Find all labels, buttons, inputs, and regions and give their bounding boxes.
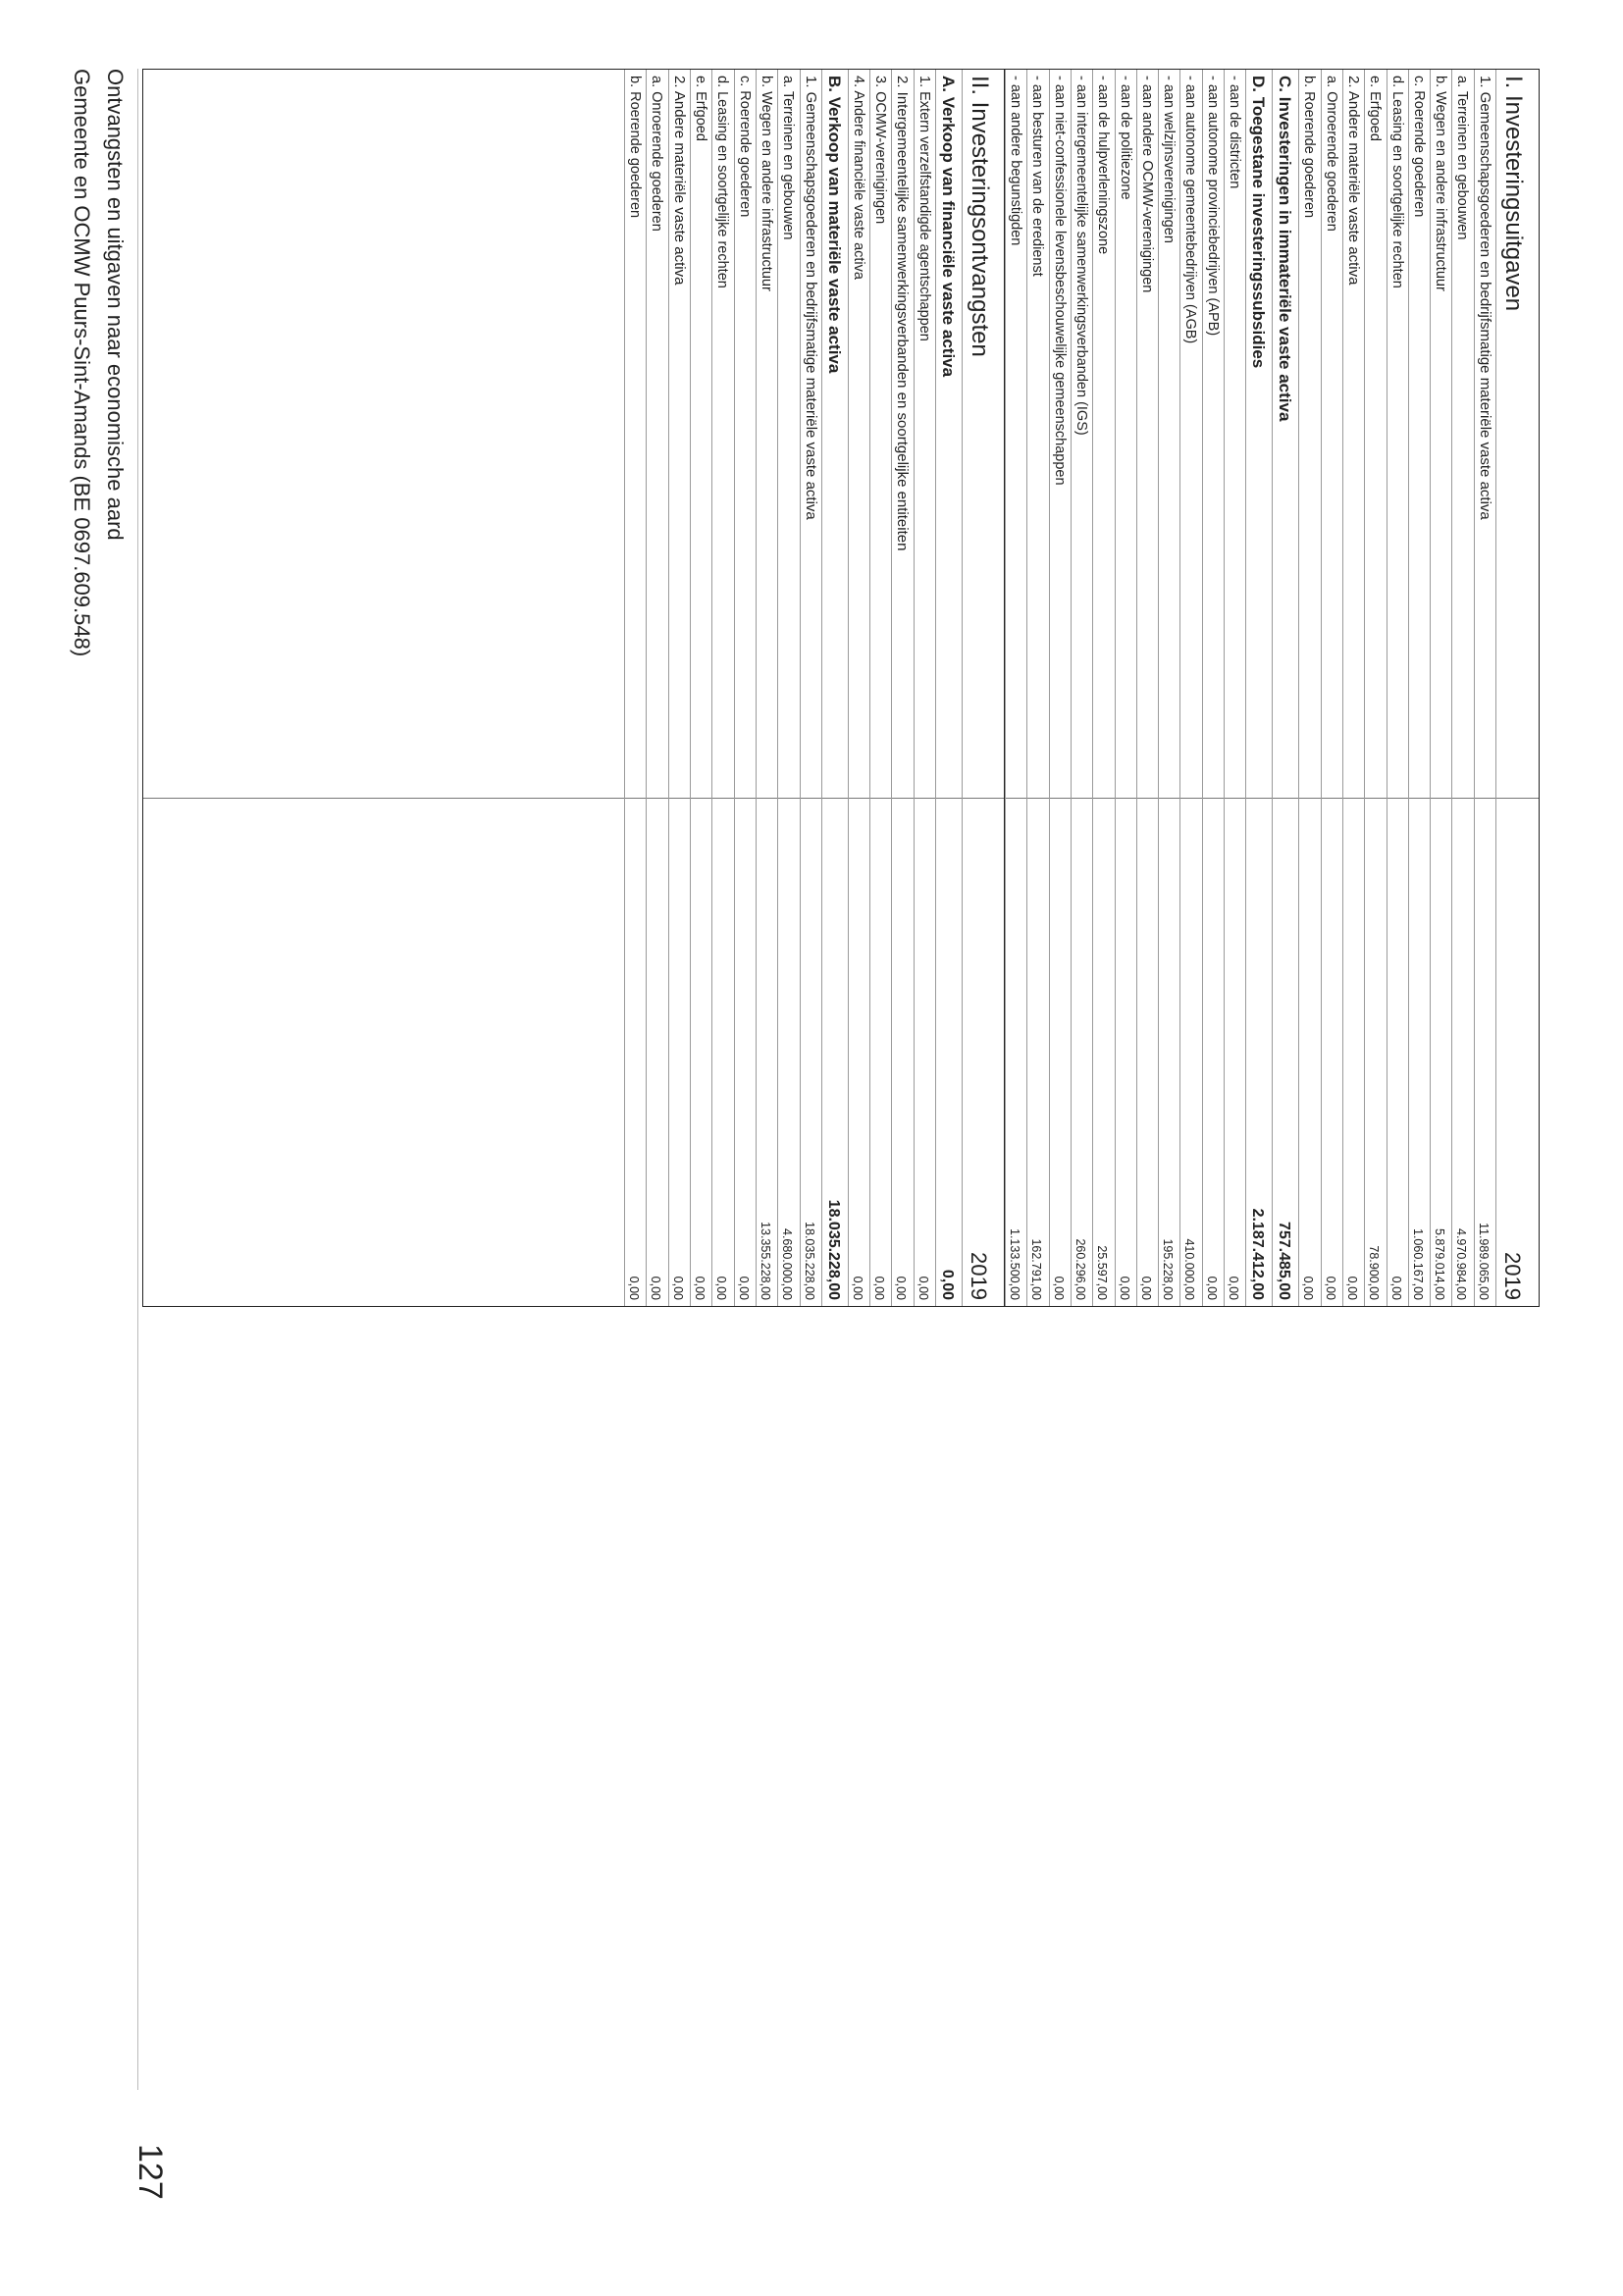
investment-table bbox=[142, 69, 1540, 1307]
row-label: - aan andere begunstigden bbox=[1008, 76, 1024, 246]
row-value: 260.296,00 bbox=[1073, 1238, 1087, 1300]
row-label: a. Onroerende goederen bbox=[1323, 76, 1339, 232]
row-label: - aan niet-confessionele levensbeschouwelijke gemeenschappen bbox=[1051, 76, 1068, 486]
table-row bbox=[891, 70, 913, 1306]
row-value: 0,00 bbox=[627, 1276, 642, 1300]
row-label: A. Verkoop van financiële vaste activa bbox=[939, 76, 958, 378]
table-row bbox=[1049, 70, 1071, 1306]
row-label: - aan de districten bbox=[1227, 76, 1243, 189]
table-row bbox=[1136, 70, 1158, 1306]
row-label: - aan welzijnsverenigingen bbox=[1161, 76, 1178, 243]
row-value: 2.187.412,00 bbox=[1249, 1208, 1267, 1300]
row-value: 18.035.228,00 bbox=[802, 1222, 816, 1300]
footer-entity: Gemeente en OCMW Puurs-Sint-Amands (BE 0697.609.548) bbox=[70, 69, 94, 657]
row-value: 78.900,00 bbox=[1367, 1245, 1382, 1300]
row-label: - aan autonome gemeentebedrijven (AGB) bbox=[1182, 76, 1199, 344]
row-value: 18.035.228,00 bbox=[824, 1199, 842, 1300]
row-value: 4.680.000,00 bbox=[780, 1228, 795, 1300]
row-label: b. Roerende goederen bbox=[1301, 76, 1318, 219]
table-row bbox=[646, 70, 667, 1306]
table-row bbox=[1364, 70, 1386, 1306]
row-label: e. Erfgoed bbox=[1367, 76, 1384, 141]
row-label: e. Erfgoed bbox=[693, 76, 709, 141]
year-header: 2019 bbox=[967, 1252, 991, 1300]
table-row bbox=[690, 70, 711, 1306]
table-row bbox=[1115, 70, 1136, 1306]
row-label: - aan besturen van de eredienst bbox=[1029, 76, 1046, 277]
row-value: 0,00 bbox=[1301, 1276, 1316, 1300]
table-row bbox=[821, 70, 848, 1306]
row-value: 0,00 bbox=[736, 1276, 751, 1300]
table-row bbox=[1451, 70, 1473, 1306]
table-row bbox=[734, 70, 756, 1306]
table-row bbox=[777, 70, 799, 1306]
year-header: 2019 bbox=[1500, 1252, 1525, 1300]
row-label: - aan autonome provinciebedrijven (APB) bbox=[1204, 76, 1221, 337]
row-label: B. Verkoop van materiële vaste activa bbox=[824, 76, 844, 374]
row-label: d. Leasing en soortgelijke rechten bbox=[1388, 76, 1405, 288]
row-value: 11.989.065,00 bbox=[1476, 1222, 1491, 1300]
row-value: 0,00 bbox=[1344, 1276, 1359, 1300]
page-rule bbox=[137, 69, 138, 2090]
row-label: - aan de politiezone bbox=[1117, 76, 1133, 200]
row-value: 0,00 bbox=[1204, 1276, 1219, 1300]
row-label: C. Investeringen in immateriële vaste activa bbox=[1276, 76, 1295, 422]
row-label: c. Roerende goederen bbox=[1410, 76, 1427, 218]
row-label: 4. Andere financiële vaste activa bbox=[850, 76, 866, 280]
row-value: 1.133.500,00 bbox=[1008, 1228, 1022, 1300]
row-label: a. Onroerende goederen bbox=[649, 76, 665, 232]
row-value: 0,00 bbox=[1323, 1276, 1337, 1300]
row-label: b. Wegen en andere infrastructuur bbox=[1433, 76, 1449, 291]
table-row bbox=[756, 70, 777, 1306]
row-label: a. Terreinen en gebouwen bbox=[1454, 76, 1471, 240]
footer-title: Ontvangsten en uitgaven naar economische aard bbox=[103, 69, 128, 541]
row-value: 0,00 bbox=[1117, 1276, 1131, 1300]
table-row bbox=[1430, 70, 1451, 1306]
table-row bbox=[1387, 70, 1408, 1306]
row-label: 3. OCMW-verenigingen bbox=[872, 76, 889, 225]
section-header-investeringsontvangsten bbox=[962, 70, 1005, 1306]
row-value: 0,00 bbox=[939, 1269, 956, 1300]
row-value: 0,00 bbox=[872, 1276, 887, 1300]
row-label: 2. Intergemeentelijke samenwerkingsverbanden en soortgelijke entiteiten bbox=[894, 76, 912, 551]
row-value: 5.879.014,00 bbox=[1433, 1228, 1447, 1300]
row-value: 410.000,00 bbox=[1182, 1238, 1197, 1300]
row-label: b. Wegen en andere infrastructuur bbox=[758, 76, 774, 291]
row-label: - aan de hulpverleningszone bbox=[1095, 76, 1112, 255]
row-value: 0,00 bbox=[714, 1276, 729, 1300]
table-row bbox=[1245, 70, 1272, 1306]
row-value: 4.970.984,00 bbox=[1454, 1228, 1469, 1300]
row-label: - aan andere OCMW-verenigingen bbox=[1138, 76, 1155, 293]
table-row bbox=[800, 70, 821, 1306]
table-row bbox=[1321, 70, 1342, 1306]
row-label: 2. Andere materiële vaste activa bbox=[670, 76, 688, 286]
table-row bbox=[1005, 70, 1026, 1306]
table-row bbox=[1071, 70, 1092, 1306]
row-label: b. Roerende goederen bbox=[627, 76, 644, 219]
table-row bbox=[935, 70, 962, 1306]
row-value: 0,00 bbox=[916, 1276, 930, 1300]
table-row bbox=[914, 70, 935, 1306]
row-label: d. Leasing en soortgelijke rechten bbox=[714, 76, 731, 288]
table-row bbox=[1179, 70, 1201, 1306]
table-row bbox=[711, 70, 733, 1306]
row-value: 0,00 bbox=[1138, 1276, 1153, 1300]
row-label: - aan intergemeentelijke samenwerkingsverbanden (IGS) bbox=[1073, 76, 1089, 436]
row-label: D. Toegestane investeringssubsidies bbox=[1249, 76, 1269, 369]
row-label: 1. Gemeenschapsgoederen en bedrijfsmatige materiële vaste activa bbox=[1476, 76, 1493, 520]
row-value: 162.791,00 bbox=[1029, 1238, 1044, 1300]
row-value: 25.597,00 bbox=[1095, 1245, 1110, 1300]
row-value: 757.485,00 bbox=[1276, 1221, 1293, 1300]
section-title: II. Investeringsontvangsten bbox=[967, 76, 993, 357]
table-row bbox=[1298, 70, 1320, 1306]
row-value: 195.228,00 bbox=[1161, 1238, 1176, 1300]
row-value: 0,00 bbox=[693, 1276, 707, 1300]
table-row bbox=[624, 70, 646, 1306]
page-number: 127 bbox=[131, 2144, 169, 2200]
row-value: 0,00 bbox=[670, 1276, 685, 1300]
row-value: 0,00 bbox=[850, 1276, 864, 1300]
section-header-investeringsuitgaven bbox=[1495, 70, 1539, 1306]
table-row bbox=[1408, 70, 1430, 1306]
row-label: a. Terreinen en gebouwen bbox=[780, 76, 797, 240]
table-row bbox=[1272, 70, 1298, 1306]
table-row bbox=[869, 70, 891, 1306]
table-row bbox=[848, 70, 869, 1306]
table-row bbox=[1474, 70, 1495, 1306]
row-label: 1. Gemeenschapsgoederen en bedrijfsmatige materiële vaste activa bbox=[802, 76, 819, 520]
table-row bbox=[1342, 70, 1364, 1306]
row-label: c. Roerende goederen bbox=[736, 76, 753, 218]
row-value: 13.355.228,00 bbox=[758, 1222, 772, 1300]
table-row bbox=[1224, 70, 1245, 1306]
row-value: 0,00 bbox=[1388, 1276, 1403, 1300]
table-row bbox=[1092, 70, 1114, 1306]
table-row bbox=[1202, 70, 1224, 1306]
row-value: 0,00 bbox=[1051, 1276, 1066, 1300]
row-label: 2. Andere materiële vaste activa bbox=[1344, 76, 1362, 286]
row-value: 1.060.167,00 bbox=[1410, 1228, 1425, 1300]
row-value: 0,00 bbox=[1227, 1276, 1241, 1300]
row-label: 1. Extern verzelfstandigde agentschappen bbox=[916, 76, 932, 341]
table-row bbox=[1026, 70, 1048, 1306]
row-value: 0,00 bbox=[649, 1276, 663, 1300]
row-value: 0,00 bbox=[894, 1276, 909, 1300]
table-row bbox=[668, 70, 690, 1306]
section-divider bbox=[1004, 70, 1005, 1306]
section-title: I. Investeringsuitgaven bbox=[1500, 76, 1527, 312]
table-row bbox=[1158, 70, 1179, 1306]
